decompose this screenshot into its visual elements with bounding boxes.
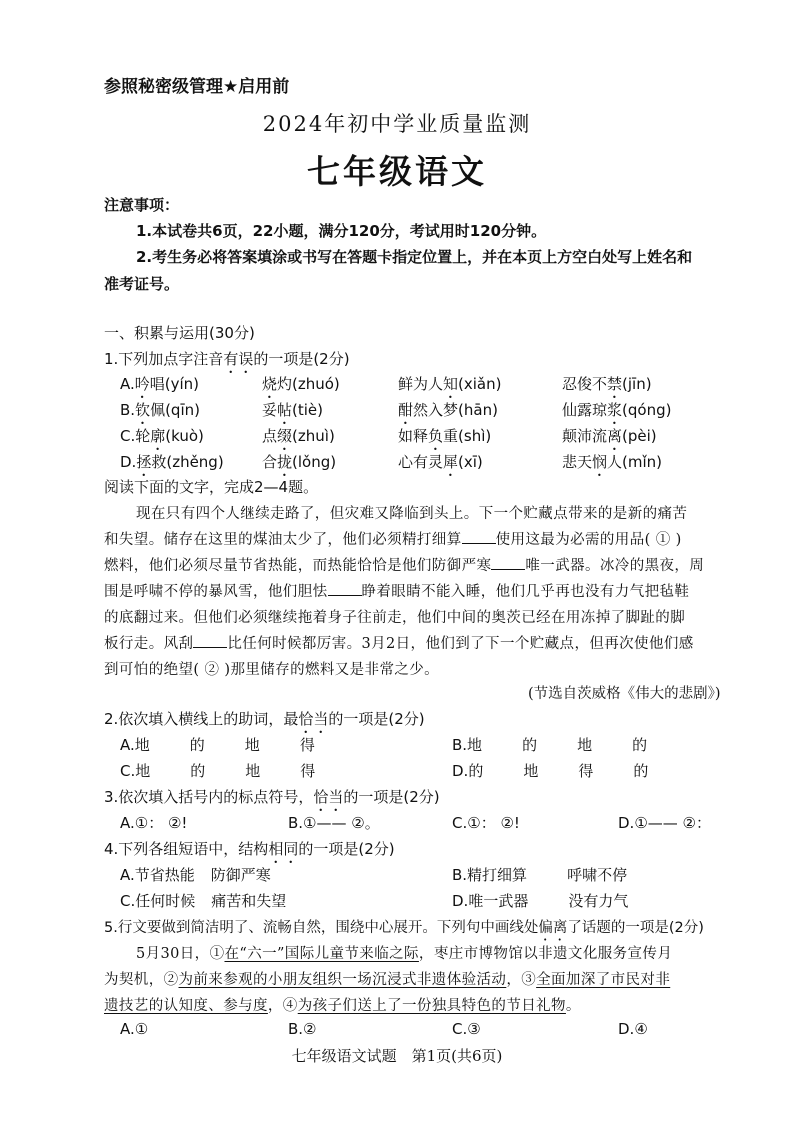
q5-passage-line-1: 5月30日，①在“六一”国际儿童节来临之际，枣庄市博物馆以非遗文化服务宣传月 bbox=[136, 946, 673, 962]
exam-title: 2024年初中学业质量监测 bbox=[262, 112, 532, 136]
q5-option-c: C.③ bbox=[452, 1020, 481, 1038]
blank-2 bbox=[491, 557, 525, 570]
q4-option-c: C.任何时候 痛苦和失望 bbox=[120, 892, 287, 910]
q5-passage-line-2: 为契机，②为前来参观的小朋友组织一场沉浸式非遗体验活动，③全面加深了市民对非 bbox=[104, 972, 671, 988]
question-3-stem: 3.依次填入括号内的标点符号，恰当的一项是(2分) bbox=[104, 788, 440, 806]
q1-option-c-1: C.轮廓(kuò) bbox=[120, 427, 204, 445]
q1-option-c-2: 点缀(zhuì) bbox=[262, 427, 335, 445]
passage-line-5: 的底翻过来。但他们必须继续拖着身子往前走，他们中间的奥茨已经在用冻掉了脚趾的脚 bbox=[104, 610, 686, 626]
q1-option-b-1: B.钦佩(qīn) bbox=[120, 401, 200, 419]
passage-line-3: 燃料，他们必须尽量节省热能，而热能恰恰是他们防御严寒 唯一武器。冰冷的黑夜，周 bbox=[104, 558, 705, 574]
q5-option-d: D.④ bbox=[618, 1020, 648, 1038]
q2-option-b: B.地 的 地 的 bbox=[452, 736, 648, 754]
q1-option-b-3: 酣然入梦(hān) bbox=[398, 401, 498, 419]
q1-option-a-4: 忍俊不禁(jīn) bbox=[562, 375, 652, 393]
notice-item-2-cont: 准考证号。 bbox=[104, 275, 180, 293]
passage-line-1: 现在只有四个人继续走路了，但灾难又降临到头上。下一个贮藏点带来的是新的痛苦 bbox=[136, 506, 688, 522]
q5-passage-line-3: 遗技艺的认知度、参与度，④为孩子们送上了一份独具特色的节日礼物。 bbox=[104, 998, 581, 1014]
q1-option-d-4: 悲天悯人(mǐn) bbox=[562, 453, 663, 471]
notice-item-1: 1.本试卷共6页，22小题，满分120分，考试用时120分钟。 bbox=[136, 222, 547, 240]
passage-line-4: 围是呼啸不停的暴风雪，他们胆怯 睁着眼睛不能入睡，他们几乎再也没有力气把毡鞋 bbox=[104, 584, 690, 600]
q3-option-d: D.①—— ②： bbox=[618, 814, 711, 832]
q1-option-b-2: 妥帖(tiè) bbox=[262, 401, 324, 419]
passage-source: (节选自茨威格《伟大的悲剧》) bbox=[528, 686, 721, 702]
q1-option-a-1: A.吟唱(yín) bbox=[120, 375, 200, 393]
q1-option-a-3: 鲜为人知(xiǎn) bbox=[398, 375, 502, 393]
passage-line-2: 和失望。储存在这里的煤油太少了，他们必须精打细算 使用这最为必需的用品( ① ) bbox=[104, 532, 682, 548]
subject-title: 七年级语文 bbox=[307, 152, 487, 191]
reading-prompt: 阅读下面的文字，完成2—4题。 bbox=[104, 478, 319, 496]
secret-mark: 参照秘密级管理★启用前 bbox=[104, 77, 290, 97]
q1-option-d-2: 合拢(lǒng) bbox=[262, 453, 337, 471]
q2-option-c: C.地 的 地 得 bbox=[120, 762, 316, 780]
q1-option-b-4: 仙露琼浆(qóng) bbox=[562, 401, 672, 419]
page-footer: 七年级语文试题 第1页(共6页) bbox=[291, 1047, 503, 1065]
q1-option-c-4: 颠沛流离(pèi) bbox=[562, 427, 657, 445]
q1-option-d-3: 心有灵犀(xī) bbox=[398, 453, 483, 471]
q4-option-a: A.节省热能 防御严寒 bbox=[120, 866, 271, 884]
q3-option-b: B.①—— ②。 bbox=[288, 814, 380, 832]
q4-option-b: B.精打细算 呼啸不停 bbox=[452, 866, 628, 884]
q2-option-d: D.的 地 得 的 bbox=[452, 762, 649, 780]
blank-1 bbox=[462, 531, 496, 544]
question-5-stem: 5.行文要做到简洁明了、流畅自然，围绕中心展开。下列句中画线处偏离了话题的一项是(2分) bbox=[104, 920, 704, 936]
question-2-stem: 2.依次填入横线上的助词，最恰当的一项是(2分) bbox=[104, 710, 425, 728]
q2-option-a: A.地 的 地 得 bbox=[120, 736, 315, 754]
q1-option-d-1: D.拯救(zhěng) bbox=[120, 453, 224, 471]
notice-heading: 注意事项： bbox=[104, 196, 180, 214]
q1-option-a-2: 烧灼(zhuó) bbox=[262, 375, 340, 393]
blank-4 bbox=[193, 635, 227, 648]
question-4-stem: 4.下列各组短语中，结构相同的一项是(2分) bbox=[104, 840, 395, 858]
q3-option-a: A.①： ②! bbox=[120, 814, 188, 832]
q5-option-a: A.① bbox=[120, 1020, 149, 1038]
section-title: 一、积累与运用(30分) bbox=[104, 324, 255, 342]
q5-option-b: B.② bbox=[288, 1020, 317, 1038]
q4-option-d: D.唯一武器 没有力气 bbox=[452, 892, 629, 910]
question-1-stem: 1.下列加点字注音有误的一项是(2分) bbox=[104, 350, 350, 368]
q3-option-c: C.①： ②! bbox=[452, 814, 520, 832]
passage-line-6: 板行走。风刮 比任何时候都厉害。3月2日，他们到了下一个贮藏点，但再次使他们感 bbox=[104, 636, 694, 652]
passage-line-7: 到可怕的绝望( ② )那里储存的燃料又是非常之少。 bbox=[104, 662, 440, 678]
notice-item-2: 2.考生务必将答案填涂或书写在答题卡指定位置上，并在本页上方空白处写上姓名和 bbox=[136, 248, 693, 266]
q1-option-c-3: 如释负重(shì) bbox=[398, 427, 492, 445]
blank-3 bbox=[328, 583, 362, 596]
